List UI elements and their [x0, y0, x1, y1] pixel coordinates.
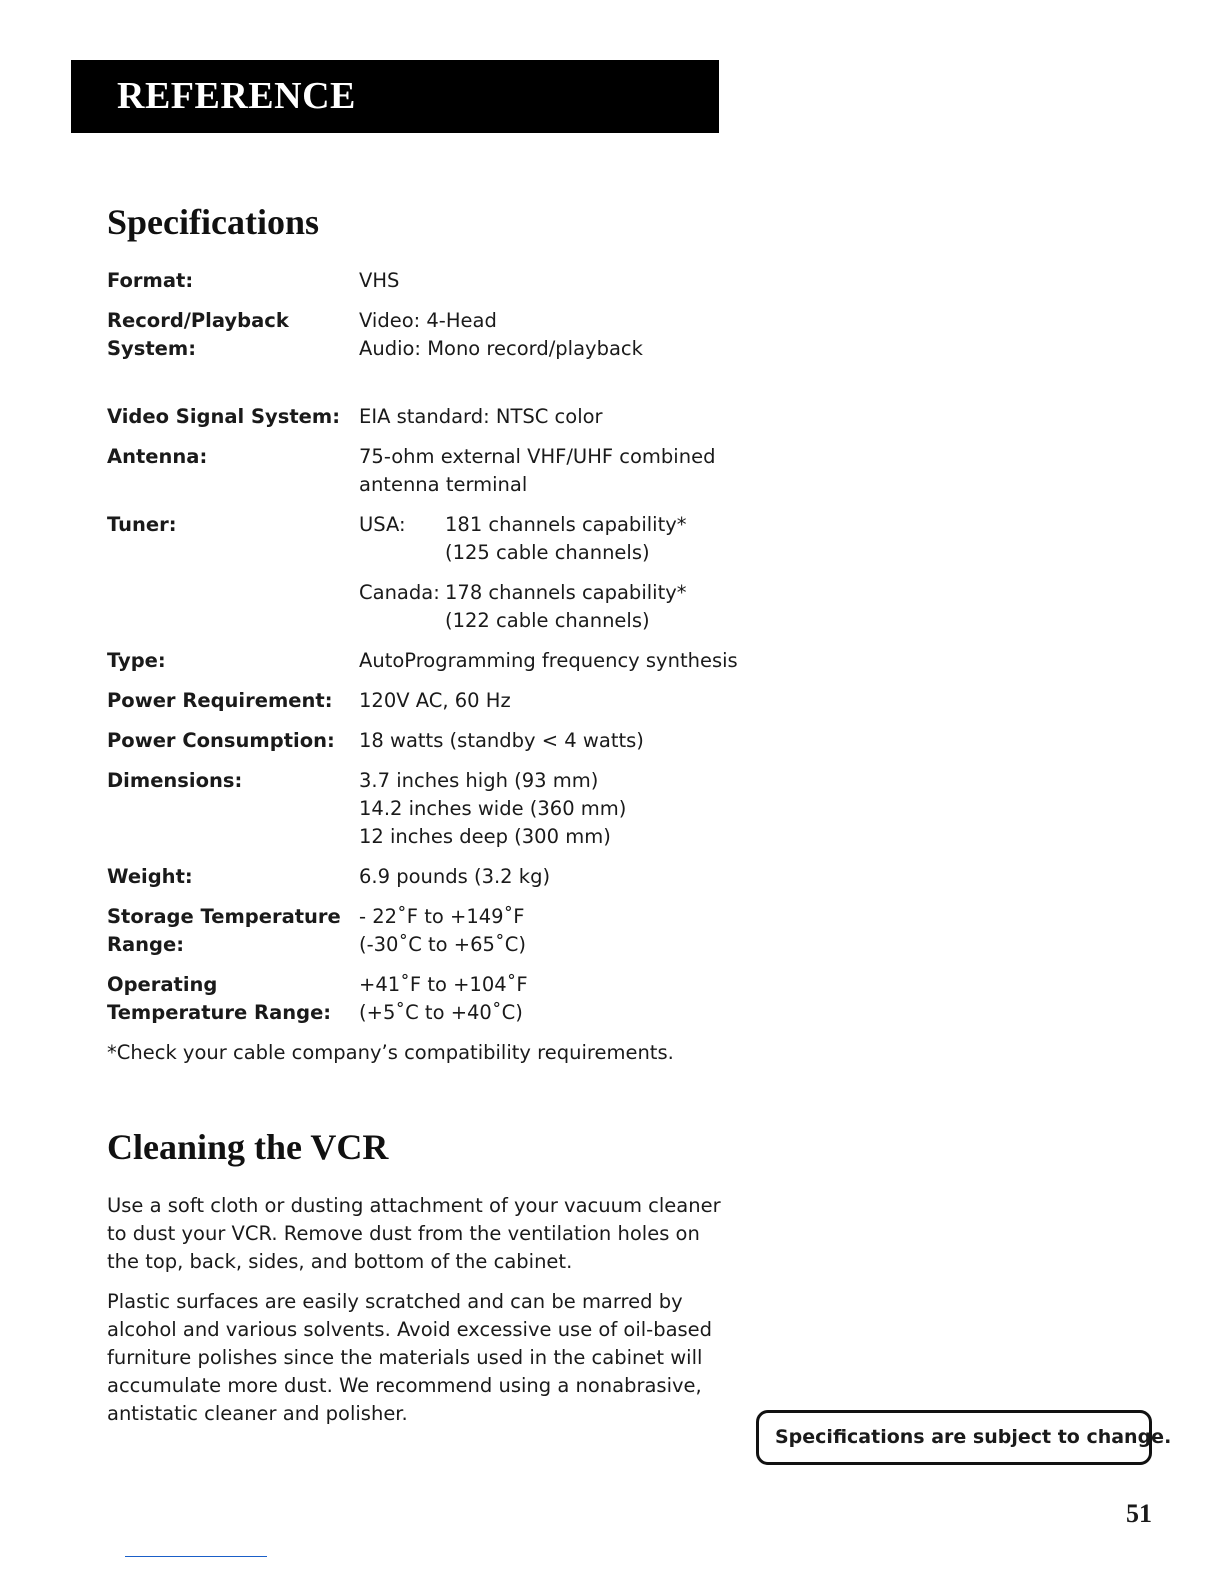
- spec-label-tuner: Tuner:: [107, 513, 177, 536]
- specs-change-notice: Specifications are subject to change.: [756, 1410, 1152, 1465]
- spec-value-dimensions-high: 3.7 inches high (93 mm): [359, 769, 599, 792]
- paragraph-line: Plastic surfaces are easily scratched and can be marred by: [107, 1290, 683, 1313]
- paragraph-line: alcohol and various solvents. Avoid excessive use of oil-based: [107, 1318, 713, 1341]
- tuner-usa-cable-channels: (125 cable channels): [445, 541, 650, 564]
- spec-value-type: AutoProgramming frequency synthesis: [359, 649, 738, 672]
- tuner-region-usa: USA:: [359, 513, 406, 536]
- spec-label-type: Type:: [107, 649, 166, 672]
- spec-value-storage-temp-c: (-30˚C to +65˚C): [359, 933, 526, 956]
- spec-label-storage-temp-line1: Storage Temperature: [107, 905, 341, 928]
- spec-value-weight: 6.9 pounds (3.2 kg): [359, 865, 551, 888]
- spec-footnote: *Check your cable company’s compatibility requirements.: [107, 1041, 674, 1064]
- section-banner: [71, 60, 719, 133]
- spec-value-dimensions-deep: 12 inches deep (300 mm): [359, 825, 611, 848]
- spec-label-operating-temp-line1: Operating: [107, 973, 218, 996]
- spec-value-antenna-line1: 75-ohm external VHF/UHF combined: [359, 445, 716, 468]
- spec-label-format: Format:: [107, 269, 194, 292]
- spec-label-power-requirement: Power Requirement:: [107, 689, 333, 712]
- spec-value-antenna-line2: antenna terminal: [359, 473, 528, 496]
- paragraph-line: antistatic cleaner and polisher.: [107, 1402, 408, 1425]
- spec-value-power-requirement: 120V AC, 60 Hz: [359, 689, 511, 712]
- spec-label-storage-temp-line2: Range:: [107, 933, 185, 956]
- spec-value-operating-temp-f: +41˚F to +104˚F: [359, 973, 528, 996]
- specifications-heading: Specifications: [107, 202, 319, 242]
- spec-value-audio: Audio: Mono record/playback: [359, 337, 643, 360]
- paragraph-line: Use a soft cloth or dusting attachment of your vacuum cleaner: [107, 1194, 721, 1217]
- bottom-divider: [125, 1556, 267, 1557]
- tuner-usa-channels: 181 channels capability*: [445, 513, 687, 536]
- spec-label-dimensions: Dimensions:: [107, 769, 243, 792]
- spec-value-format: VHS: [359, 269, 400, 292]
- spec-label-weight: Weight:: [107, 865, 193, 888]
- spec-value-video-head: Video: 4-Head: [359, 309, 497, 332]
- spec-label-record-playback-line2: System:: [107, 337, 197, 360]
- spec-value-video-signal: EIA standard: NTSC color: [359, 405, 603, 428]
- cleaning-heading: Cleaning the VCR: [107, 1127, 389, 1167]
- spec-label-power-consumption: Power Consumption:: [107, 729, 335, 752]
- spec-value-operating-temp-c: (+5˚C to +40˚C): [359, 1001, 523, 1024]
- spec-label-antenna: Antenna:: [107, 445, 208, 468]
- banner-title: REFERENCE: [117, 75, 356, 117]
- tuner-region-canada: Canada:: [359, 581, 440, 604]
- spec-value-dimensions-wide: 14.2 inches wide (360 mm): [359, 797, 627, 820]
- spec-value-storage-temp-f: - 22˚F to +149˚F: [359, 905, 525, 928]
- page-number: 51: [1126, 1499, 1152, 1528]
- spec-label-operating-temp-line2: Temperature Range:: [107, 1001, 332, 1024]
- paragraph-line: furniture polishes since the materials used in the cabinet will: [107, 1346, 703, 1369]
- spec-label-video-signal: Video Signal System:: [107, 405, 341, 428]
- paragraph-line: the top, back, sides, and bottom of the cabinet.: [107, 1250, 573, 1273]
- paragraph-line: to dust your VCR. Remove dust from the ventilation holes on: [107, 1222, 700, 1245]
- spec-label-record-playback-line1: Record/Playback: [107, 309, 289, 332]
- tuner-canada-cable-channels: (122 cable channels): [445, 609, 650, 632]
- paragraph-line: accumulate more dust. We recommend using a nonabrasive,: [107, 1374, 702, 1397]
- spec-value-power-consumption: 18 watts (standby < 4 watts): [359, 729, 644, 752]
- tuner-canada-channels: 178 channels capability*: [445, 581, 687, 604]
